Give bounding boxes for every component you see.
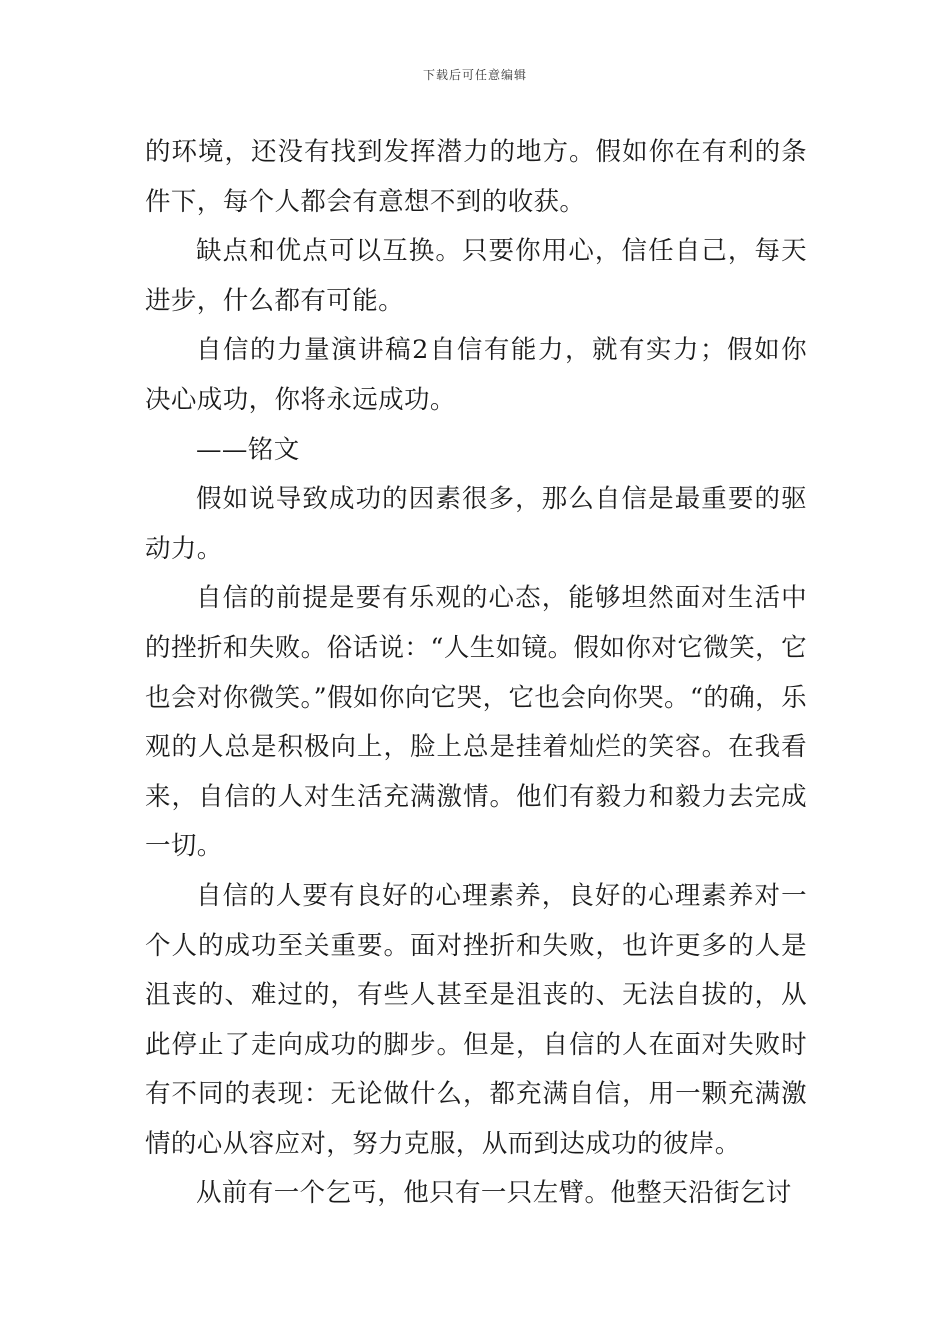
paragraph-4: 假如说导致成功的因素很多，那么自信是最重要的驱动力。: [145, 484, 807, 564]
paragraph-7: 从前有一个乞丐，他只有一只左臂。他整天沿街乞讨: [196, 1178, 792, 1209]
paragraph-5: 自信的前提是要有乐观的心态，能够坦然面对生活中的挫折和失败。俗话说：“人生如镜。假如你对它微笑，它也会对你微笑。”假如你向它哭，它也会向你哭。“的确，乐观的人总是积极向上，脸上总是挂着灿烂的笑容。在我看来，自信的人对生活充满激情。他们有毅力和毅力去完成一切。: [145, 583, 807, 862]
paragraph-3: 自信的力量演讲稿2自信有能力，就有实力；假如你决心成功，你将永远成功。: [145, 335, 807, 415]
paragraph-2: 缺点和优点可以互换。只要你用心，信任自己，每天进步，什么都有可能。: [145, 236, 807, 316]
document-body: [145, 128, 807, 1219]
paragraph-signature: ——铭文: [196, 434, 300, 465]
paragraph-6: 自信的人要有良好的心理素养，良好的心理素养对一个人的成功至关重要。面对挫折和失败，也许更多的人是沮丧的、难过的，有些人甚至是沮丧的、无法自拔的，从此停止了走向成功的脚步。但是，自信的人在面对失败时有不同的表现：无论做什么，都充满自信，用一颗充满激情的心从容应对，努力克服，从而到达成功的彼岸。: [145, 880, 807, 1159]
paragraph-1: 的环境，还没有找到发挥潜力的地方。假如你在有利的条件下，每个人都会有意想不到的收获。: [145, 137, 807, 217]
page-header: 下载后可任意编辑: [422, 68, 527, 82]
